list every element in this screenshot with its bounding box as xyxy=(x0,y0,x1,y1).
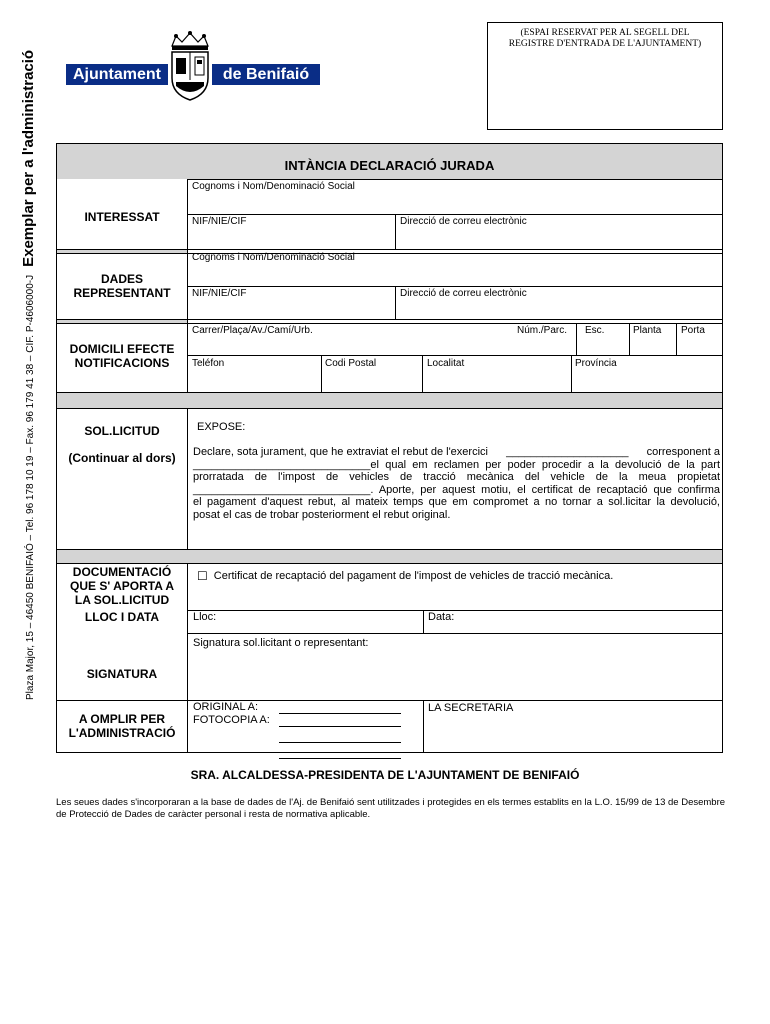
admin-label: A OMPLIR PER L'ADMINISTRACIÓ xyxy=(68,712,176,740)
side-vertical-text xyxy=(20,49,44,700)
domicili-label: DOMICILI EFECTE NOTIFICACIONS xyxy=(69,342,175,370)
admin-fotocopia-label: FOTOCOPIA A: xyxy=(193,714,270,726)
representant-nif-field[interactable]: NIF/NIE/CIF xyxy=(192,288,247,299)
gap-band-1 xyxy=(57,392,722,408)
admin-extra-line-2[interactable] xyxy=(279,743,401,759)
documentacio-checkbox[interactable]: ☐ xyxy=(197,569,208,583)
representant-label: DADES REPRESENTANT xyxy=(73,272,171,300)
declaration-form xyxy=(56,143,723,753)
footer-title: SRA. ALCALDESSA-PRESIDENTA DE L'AJUNTAMENT DE BENIFAIÓ xyxy=(190,768,580,782)
interessat-label: INTERESSAT xyxy=(84,210,160,224)
representant-email-field[interactable]: Direcció de correu electrònic xyxy=(400,288,527,299)
documentacio-item-text: Certificat de recaptació del pagament de l'impost de vehicles de tracció mecànica. xyxy=(213,570,614,582)
documentacio-label: DOCUMENTACIÓ QUE S' APORTA A LA SOL.LICITUD xyxy=(70,565,174,607)
stamp-line-2: REGISTRE D'ENTRADA DE L'AJUNTAMENT) xyxy=(508,39,702,49)
domicili-num-field[interactable]: Núm./Parc. xyxy=(517,325,568,336)
domicili-localitat-field[interactable]: Localitat xyxy=(427,358,465,369)
admin-extra-line-1[interactable] xyxy=(279,727,401,743)
interessat-name-field[interactable]: Cognoms i Nom/Denominació Social xyxy=(192,181,355,192)
admin-original-label: ORIGINAL A: xyxy=(193,701,259,713)
domicili-planta-field[interactable]: Planta xyxy=(633,325,662,336)
solicitud-label: SOL.LICITUD xyxy=(84,424,160,438)
admin-secretaria: LA SECRETARIA xyxy=(428,702,514,714)
logo-left-text: Ajuntament xyxy=(66,64,168,85)
domicili-porta-field[interactable]: Porta xyxy=(681,325,705,336)
admin-fields xyxy=(193,701,401,759)
lloc-data-label: LLOC I DATA xyxy=(84,610,160,624)
side-copy-label: Exemplar per a l'administració xyxy=(20,49,37,267)
representant-name-field[interactable]: Cognoms i Nom/Denominació Social xyxy=(192,252,355,263)
registry-stamp-box xyxy=(487,22,723,130)
domicili-street-field[interactable]: Carrer/Plaça/Av./Camí/Urb. xyxy=(192,325,313,336)
stamp-line-1: (ESPAI RESERVAT PER AL SEGELL DEL xyxy=(520,28,690,38)
signatura-field[interactable]: Signatura sol.licitant o representant: xyxy=(193,637,369,649)
signatura-label: SIGNATURA xyxy=(86,667,158,681)
solicitud-declaration-text[interactable]: Declare, sota jurament, que he extraviat el rebut de l'exercici ____________________ corresponent a _____________________________ el qual em reclamen per poder procedir a la devolució de la part prorratada de l'impost de vehicles de tracció mecànica del vehicle de la meua propietat _____________________________ . Aporte, per aquest motiu, el certificat de recaptació que confirma el pagament d'aquest rebut, al mateix temps que em compromet a no tornar a sol.licitar la devolució, posat el cas de trobar posteriorment el rebut original. xyxy=(193,446,720,521)
domicili-esc-field[interactable]: Esc. xyxy=(585,325,605,336)
form-title: INTÀNCIA DECLARACIÓ JURADA xyxy=(284,158,495,173)
solicitud-expose: EXPOSE: xyxy=(197,421,246,433)
footer-data-protection-text: Les seues dades s'incorporaran a la base de dades de l'Aj. de Benifaió sent utilitzades i protegides en els termes establits en la L.O. 15/99 de 13 de Desembre de Protecció de Dades de caràcter personal i resta de normativa aplicable. xyxy=(56,797,726,820)
admin-original-line[interactable] xyxy=(279,701,401,714)
solicitud-continue-label: (Continuar al dors) xyxy=(68,451,176,465)
admin-fotocopia-line[interactable] xyxy=(279,714,401,727)
coat-of-arms-icon xyxy=(166,30,214,102)
lloc-field[interactable]: Lloc: xyxy=(193,611,217,623)
domicili-codi-postal-field[interactable]: Codi Postal xyxy=(325,358,377,369)
gap-band-2 xyxy=(57,549,722,563)
logo-right-text: de Benifaió xyxy=(212,64,320,85)
interessat-nif-field[interactable]: NIF/NIE/CIF xyxy=(192,216,247,227)
documentacio-item xyxy=(197,569,613,583)
side-address: Plaza Major, 15 – 46450 BENIFAIÓ – Tel. 96 178 10 19 – Fax. 96 179 41 38 – CIF. P-4606000-J xyxy=(25,274,36,700)
domicili-provincia-field[interactable]: Província xyxy=(575,358,617,369)
domicili-telefon-field[interactable]: Teléfon xyxy=(192,358,225,369)
interessat-email-field[interactable]: Direcció de correu electrònic xyxy=(400,216,527,227)
data-field[interactable]: Data: xyxy=(428,611,455,623)
